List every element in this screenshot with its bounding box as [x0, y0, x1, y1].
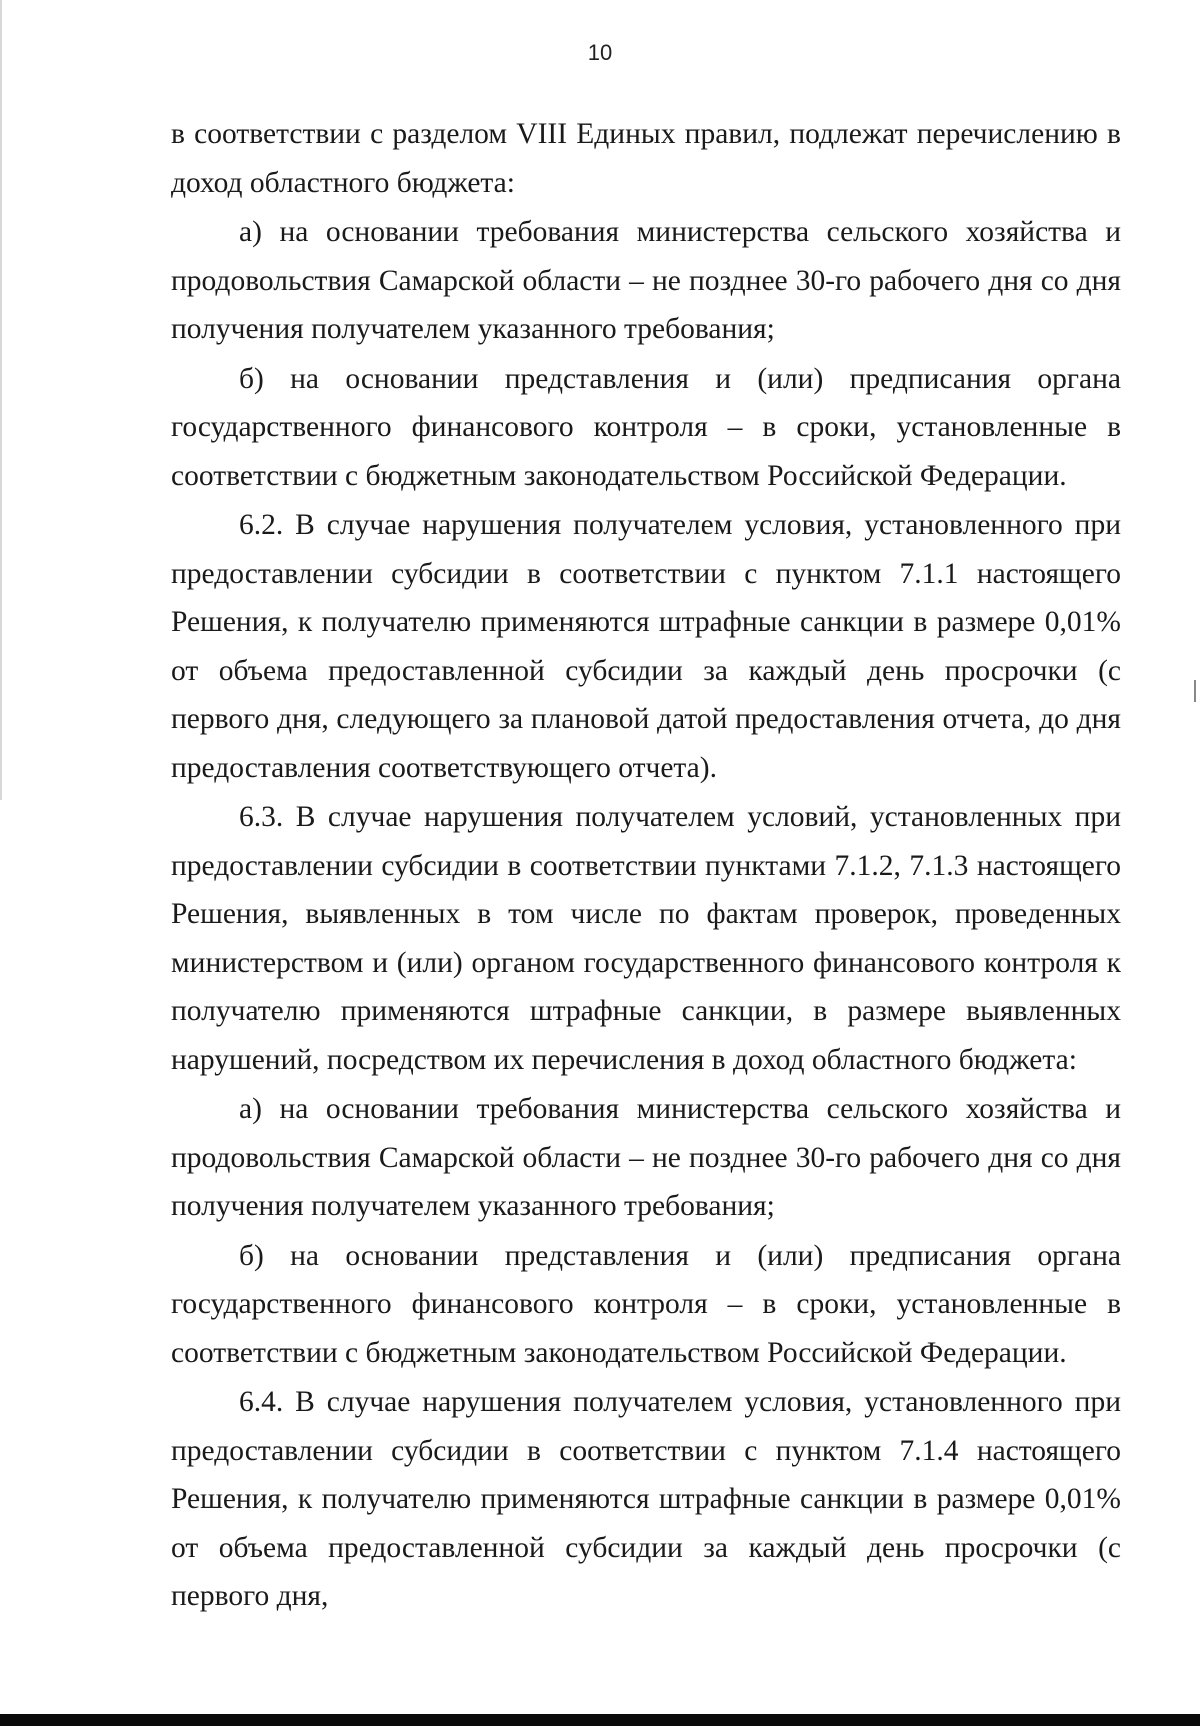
paragraph-item-a: а) на основании требования министерства сельского хозяйства и продовольствия Самарской области – не позднее 30-го рабочего дня со дня получения получателем указанного требования;: [171, 216, 1121, 345]
page-number: 10: [587, 40, 613, 65]
paragraph-item-b: б) на основании представления и (или) предписания органа государственного финансового контроля – в сроки, установленные в соответствии с бюджетным законодательством Российской Федерации.: [171, 362, 1121, 492]
document-body: [171, 110, 1121, 1621]
paragraph-6-3: 6.3. В случае нарушения получателем условий, установленных при предоставлении субсидии в соответствии пунктами 7.1.2, 7.1.3 настоящего Решения, выявленных в том числе по фактам проверок, проведенных министерством и (или) органом государственного финансового контроля к получателю применяются штрафные санкции, в размере выявленных нарушений, посредством их перечисления в доход областного бюджета:: [171, 801, 1121, 1076]
paragraph-intro: в соответствии с разделом VIII Единых правил, подлежат перечислению в доход областного бюджета:: [171, 118, 1121, 199]
paragraph-6-4: 6.4. В случае нарушения получателем условия, установленного при предоставлении субсидии в соответствии с пунктом 7.1.4 настоящего Решения, к получателю применяются штрафные санкции в размере 0,01% от объема предоставленной субсидии за каждый день просрочки (с первого дня,: [171, 1386, 1121, 1612]
paragraph-item-a-2: а) на основании требования министерства сельского хозяйства и продовольствия Самарской области – не позднее 30-го рабочего дня со дня получения получателем указанного требования;: [171, 1093, 1121, 1222]
paragraph-6-2: 6.2. В случае нарушения получателем условия, установленного при предоставлении субсидии в соответствии с пунктом 7.1.1 настоящего Решения, к получателю применяются штрафные санкции в размере 0,01% от объема предоставленной субсидии за каждый день просрочки (с первого дня, следующего за плановой датой предоставления отчета, до дня предоставления соответствующего отчета).: [171, 509, 1121, 784]
scan-edge-left: [0, 0, 2, 800]
scan-edge-bottom: [0, 1714, 1200, 1726]
scan-mark-right: [1194, 680, 1196, 702]
paragraph-item-b-2: б) на основании представления и (или) предписания органа государственного финансового контроля – в сроки, установленные в соответствии с бюджетным законодательством Российской Федерации.: [171, 1239, 1121, 1369]
